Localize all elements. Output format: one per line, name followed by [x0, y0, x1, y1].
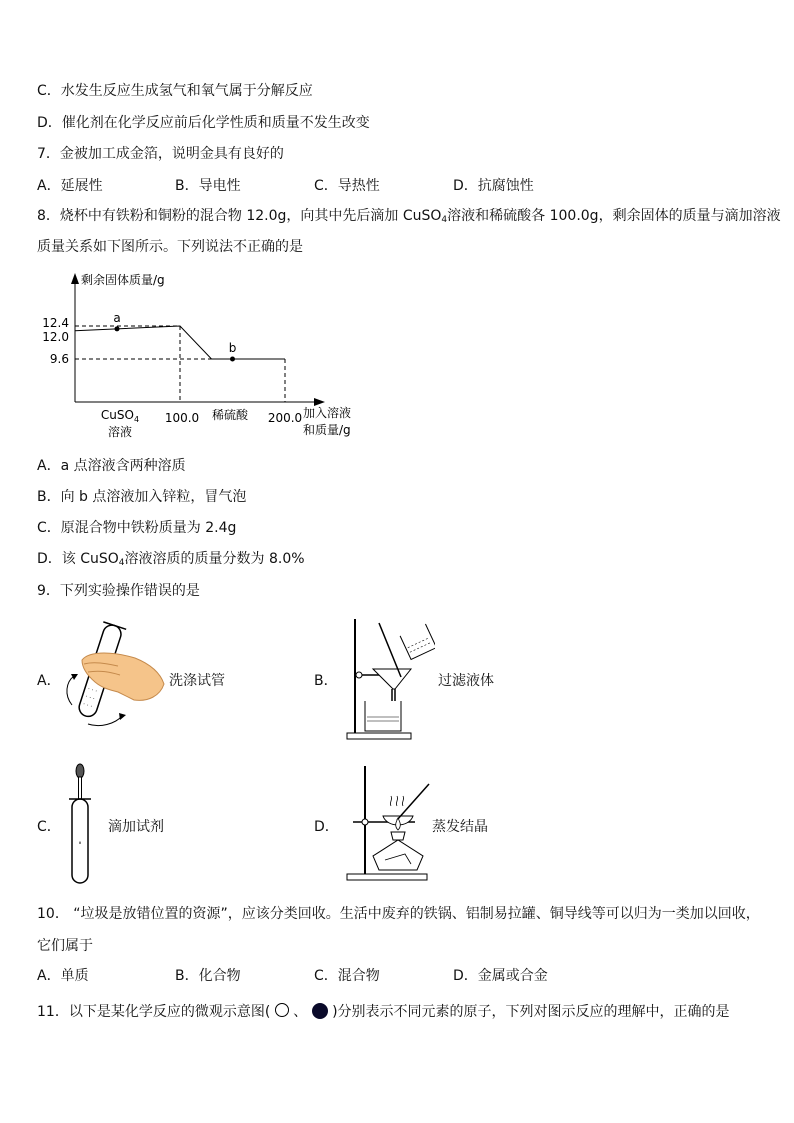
black-atom-icon: [312, 1003, 328, 1019]
q7-stem: 7．金被加工成金箔，说明金具有良好的: [37, 146, 284, 162]
q7-option-b: B．导电性: [175, 178, 241, 194]
x-axis-label-line1: 加入溶液: [303, 406, 352, 420]
q8-option-c: C．原混合物中铁粉质量为 2.4g: [37, 520, 237, 536]
x-axis-label-line2: 和质量/g: [303, 423, 351, 437]
q10-option-b: B．化合物: [175, 968, 241, 984]
q10-option-d: D．金属或合金: [453, 968, 548, 984]
white-atom-icon: [275, 1003, 289, 1017]
q8-stem-line2: 质量关系如下图所示。下列说法不正确的是: [37, 239, 303, 255]
q7-option-c: C．导热性: [314, 178, 380, 194]
evaporation-illustration: [345, 764, 435, 882]
point-b-label: b: [228, 341, 237, 355]
q8-option-b: B．向 b 点溶液加入锌粒，冒气泡: [37, 489, 247, 505]
q10-stem-line1: 10． “垃圾是放错位置的资源”，应该分类回收。生活中废弃的铁锅、铝制易拉罐、铜导线等可以归为一类加以回收，: [37, 906, 760, 922]
y-axis-arrow: [71, 273, 79, 284]
x-tick-100: 100.0: [164, 411, 200, 425]
q6-option-c: C．水发生反应生成氢气和氧气属于分解反应: [37, 83, 313, 99]
y-tick-12.0: 12.0: [42, 330, 69, 344]
segment-label-acid: 稀硫酸: [211, 408, 249, 422]
q8-option-d: D．该 CuSO$_4$溶液溶质的质量分数为 8.0%: [37, 551, 305, 568]
q9-option-a-label: 洗涤试管: [169, 673, 225, 689]
q9-option-b-letter: B．: [314, 673, 338, 689]
q9-option-d-label: 蒸发结晶: [432, 819, 488, 835]
svg-text:· · ·: · · ·: [81, 700, 94, 711]
segment-label-cuso4: CuSO$_4$: [100, 408, 140, 424]
point-a-label: a: [113, 310, 121, 325]
q6-option-d: D．催化剂在化学反应前后化学性质和质量不发生改变: [37, 115, 370, 131]
y-tick-9.6: 9.6: [49, 352, 69, 366]
q11-stem: 11．以下是某化学反应的微观示意图( 、 )分别表示不同元素的原子，下列对图示反应的理解中，正确的是: [37, 1004, 730, 1020]
point-a: [115, 326, 120, 331]
q10-stem-line2: 它们属于: [37, 938, 93, 954]
q9-option-b-label: 过滤液体: [438, 673, 494, 689]
dropping-reagent-illustration: [66, 761, 96, 887]
q9-option-d-letter: D．: [314, 819, 339, 835]
svg-text:· · ·: · · ·: [86, 685, 99, 696]
q10-option-a: A．单质: [37, 968, 89, 984]
q7-option-a: A．延展性: [37, 178, 103, 194]
svg-text:· · ·: · · ·: [84, 693, 96, 703]
q9-option-c-letter: C．: [37, 819, 61, 835]
q9-option-a-letter: A．: [37, 673, 61, 689]
point-b: [230, 357, 235, 362]
x-axis-arrow: [314, 398, 325, 406]
q10-option-c: C．混合物: [314, 968, 380, 984]
q9-stem: 9．下列实验操作错误的是: [37, 583, 200, 599]
filtration-illustration: [345, 617, 435, 741]
segment-label-solution: 溶液: [107, 425, 133, 439]
x-tick-200: 200.0: [267, 411, 303, 425]
q8-option-a: A．a 点溶液含两种溶质: [37, 458, 186, 474]
q9-option-c-label: 滴加试剂: [108, 819, 164, 835]
q8-chart: [36, 262, 376, 444]
y-axis-label: 剩余固体质量/g: [81, 273, 165, 287]
q7-option-d: D．抗腐蚀性: [453, 178, 534, 194]
y-tick-12.4: 12.4: [42, 316, 69, 330]
wash-test-tube-illustration: [60, 620, 172, 732]
q8-stem-line1: 8．烧杯中有铁粉和铜粉的混合物 12.0g，向其中先后滴加 CuSO$_4$溶液和稀硫酸各 100.0g，剩余固体的质量与滴加溶液: [37, 208, 781, 225]
